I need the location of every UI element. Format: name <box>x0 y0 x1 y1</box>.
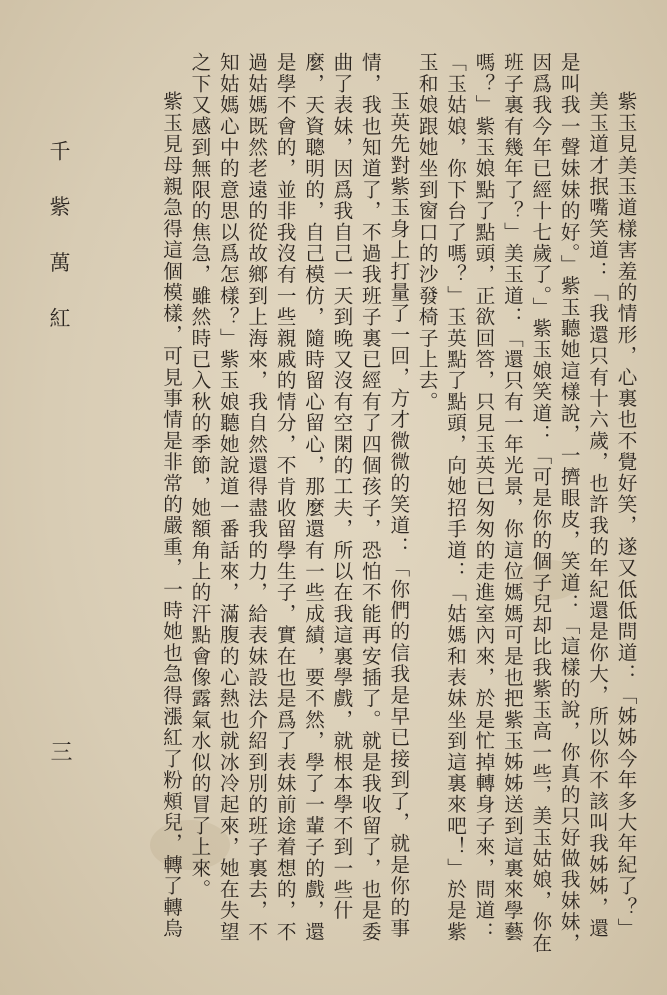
paragraph: 美玉道才抿嘴笑道：「我還只有十六歲，也許我的年紀還是你大，所以你不該叫我姊姊，還是叫我一聲妹妹的好。」紫玉聽她這樣說，一擠眼皮，笑道：「這樣的說，你真的只好做我妹妹，因爲我今年已經十七歲了。」紫玉娘笑道：「可是你的個子兒却比我紫玉高一些，美玉姑娘，你在班子裏有幾年了？」美玉道：「還只有一年光景，你這位媽媽可是也把紫玉姊姊送到這裏來學藝嗎？」紫玉娘點了點頭，正欲回答，只見玉英已匆匆的走進室內來，於是忙掉轉身子來，問道：「玉姑娘，你下台了嗎？」玉英點了點頭，向她招手道：「姑媽和表妹坐到這裏來吧！」於是紫玉和娘跟她坐到窗口的沙發椅子上去。 <box>415 52 609 954</box>
body-text <box>156 52 639 957</box>
paragraph: 紫玉見母親急得這個模樣，可見事情是非常的嚴重，一時她也急得漲紅了粉頰兒，轉了轉烏 <box>159 91 183 940</box>
running-head: 千 紫 萬 紅 <box>47 140 71 343</box>
page-number: 三 <box>47 740 72 762</box>
paragraph: 紫玉見美玉道樣害羞的情形，心裏也不覺好笑，遂又低低問道：「姊姊今年多大年紀了？」 <box>614 91 637 940</box>
paragraph: 玉英先對紫玉身上打量了一回，方才微微的笑道：「你們的信我是早已接到了，就是你的事情，我也知道了，不過我班子裏已經有了四個孩子，恐怕不能再安插了。就是我收留了，也是委曲了表妹，因爲我自己一天到晚又沒有空閑的工夫，所以在我這裏學戲，就根本學不到一些什麼，天資聰明的，自己模仿，隨時留心留心，那麼還有一些成績，要不然，學了一輩子的戲，還是學不會的，並非我沒有一些親戚的情分，不肯收留學生子，實在也是爲了表妹前途着想的，不過姑媽既然老遠的從故鄉到上海來，我自然還得盡我的力，給表妹設法介紹到別的班子裏去，不知姑媽心中的意思以爲怎樣？」紫玉娘聽她說道一番話來，滿腹的心熱也就冰冷起來，她在失望之下又感到無限的焦急，雖然時已入秋的季節，她額角上的汗點會像露氣水似的冒了上來。 <box>187 52 410 943</box>
